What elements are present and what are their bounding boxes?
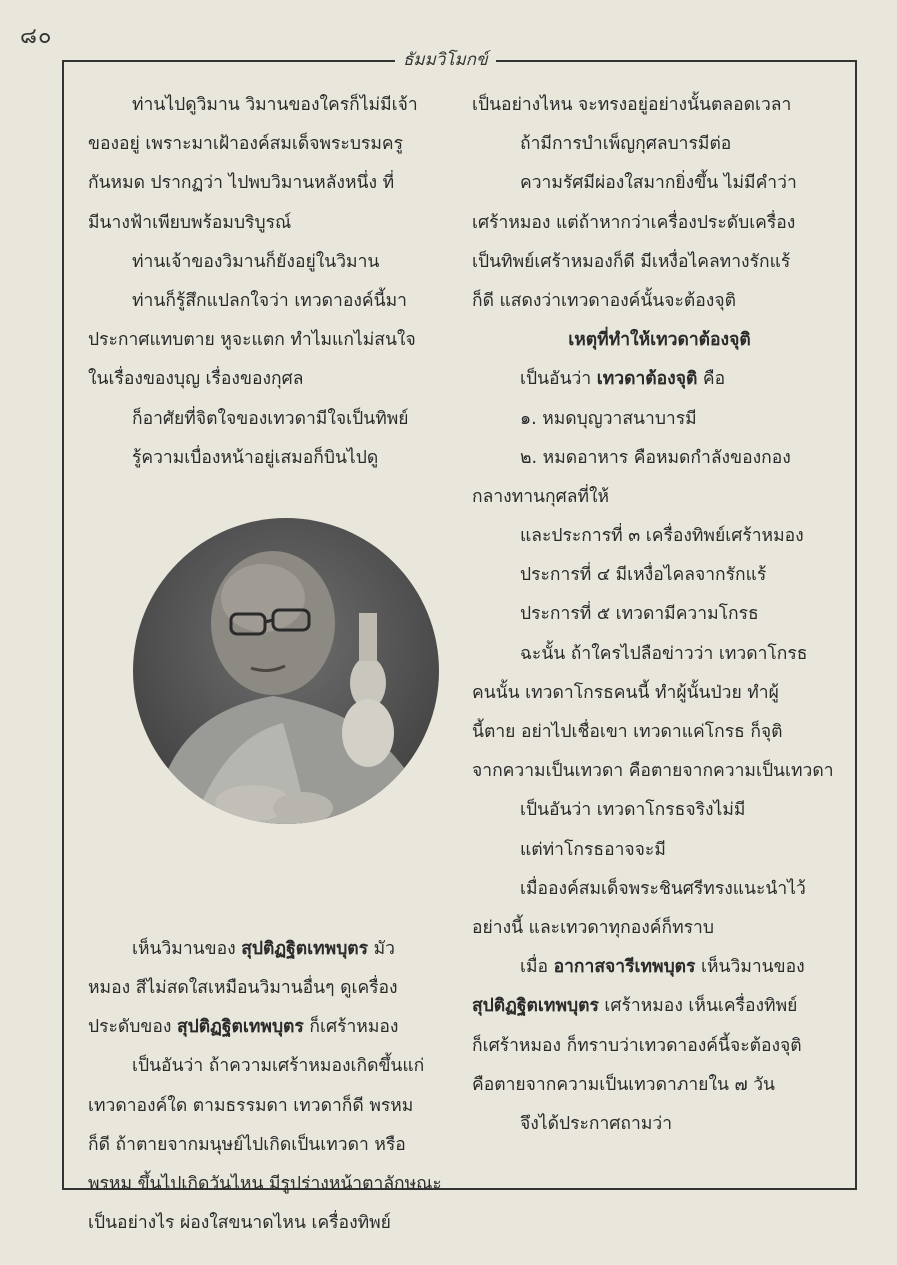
text-line: ของอยู่ เพราะมาเฝ้าองค์สมเด็จพระบรมครู (88, 134, 403, 155)
text-line: กันหมด ปรากฏว่า ไปพบวิมานหลังหนึ่ง ที่ (88, 173, 395, 194)
text-line: ฉะนั้น ถ้าใครไปลือข่าวว่า เทวดาโกรธ (520, 643, 808, 664)
text-line: ท่านเจ้าของวิมานก็ยังอยู่ในวิมาน (132, 251, 380, 272)
text-line: หมอง สีไม่สดใสเหมือนวิมานอื่นๆ ดูเครื่อง (88, 978, 398, 999)
text-line: กลางทานกุศลที่ให้ (472, 486, 610, 507)
text-line: ก็เศร้าหมอง ก็ทราบว่าเทวดาองค์นี้จะต้องจุติ (472, 1035, 802, 1056)
photo-gap (88, 478, 460, 930)
text-line: เป็นอย่างไร ผ่องใสขนาดไหน เครื่องทิพย์ (88, 1213, 391, 1234)
text-line: ก็ดี ถ้าตายจากมนุษย์ไปเกิดเป็นเทวดา หรือ (88, 1134, 406, 1155)
text-line: ก็ดี แสดงว่าเทวดาองค์นั้นจะต้องจุติ (472, 290, 736, 311)
list-item: ๑. หมดบุญวาสนาบารมี (520, 408, 697, 429)
name-bold: อากาสจารีเทพบุตร (553, 957, 696, 978)
text-line: เห็นวิมานของ สุปติฏฐิตเทพบุตร มัว (132, 938, 396, 959)
text-line: และประการที่ ๓ เครื่องทิพย์เศร้าหมอง (520, 526, 804, 547)
text-line: ก็อาศัยที่จิตใจของเทวดามีใจเป็นทิพย์ (132, 408, 409, 429)
text-line: เป็นอย่างไหน จะทรงอยู่อย่างนั้นตลอดเวลา (472, 95, 792, 115)
text-line: เป็นทิพย์เศร้าหมองก็ดี มีเหงื่อไคลทางรักแร้ (472, 251, 791, 272)
text-line: จึงได้ประกาศถามว่า (520, 1113, 673, 1134)
name-bold: สุปติฏฐิตเทพบุตร (241, 938, 369, 959)
right-column (472, 86, 847, 1144)
text-line: นี้ตาย อย่าไปเชื่อเขา เทวดาแค่โกรธ ก็จุติ (472, 722, 783, 742)
text-line: ในเรื่องของบุญ เรื่องของกุศล (88, 369, 304, 390)
text-line: เป็นอันว่า ถ้าความเศร้าหมองเกิดขึ้นแก่ (132, 1056, 425, 1077)
text-line: แต่ท่าโกรธอาจจะมี (520, 839, 666, 860)
text-line: ความรัศมีผ่องใสมากยิ่งขึ้น ไม่มีคำว่า (520, 173, 797, 194)
text-line: เมื่อ อากาสจารีเทพบุตร เห็นวิมานของ (520, 957, 805, 978)
text-line: ถ้ามีการบำเพ็ญกุศลบารมีต่อ (520, 134, 732, 155)
name-bold: สุปติฏฐิตเทพบุตร (472, 996, 599, 1017)
text-line: เทวดาองค์ใด ตามธรรมดา เทวดาก็ดี พรหม (88, 1095, 414, 1116)
text-line: ประการที่ ๔ มีเหงื่อไคลจากรักแร้ (520, 565, 767, 586)
text-line: พรหม ขึ้นไปเกิดวันไหน มีรูปร่างหน้าตาลักษณะ (88, 1174, 442, 1194)
text-line: ท่านก็รู้สึกแปลกใจว่า เทวดาองค์นี้มา (132, 290, 407, 311)
text-line: มีนางฟ้าเพียบพร้อมบริบูรณ์ (88, 212, 292, 233)
text-line: ประการที่ ๕ เทวดามีความโกรธ (520, 604, 759, 625)
text-line: สุปติฏฐิตเทพบุตร เศร้าหมอง เห็นเครื่องทิพย์ (472, 996, 798, 1017)
text-line: ประกาศแทบตาย หูจะแตก ทำไมแกไม่สนใจ (88, 330, 416, 351)
name-bold: สุปติฏฐิตเทพบุตร (176, 1017, 304, 1038)
text-line: เป็นอันว่า เทวดาต้องจุติ คือ (520, 369, 726, 390)
page-number: ๘๐ (20, 24, 53, 49)
section-heading: เหตุที่ทำให้เทวดาต้องจุติ (568, 330, 751, 351)
text-line: คนนั้น เทวดาโกรธคนนี้ ทำผู้นั้นป่วย ทำผู้ (472, 682, 779, 703)
text-line: ท่านไปดูวิมาน วิมานของใครก็ไม่มีเจ้า (132, 95, 418, 115)
text-line: รู้ความเบื่องหน้าอยู่เสมอก็บินไปดู (132, 447, 379, 468)
text-line: เศร้าหมอง แต่ถ้าหากว่าเครื่องประดับเครื่อง (472, 212, 796, 233)
text-line: เมื่อองค์สมเด็จพระชินศรีทรงแนะนำไว้ (520, 878, 806, 899)
running-head: ธัมมวิโมกข์ (395, 46, 496, 73)
text-line: อย่างนี้ และเทวดาทุกองค์ก็ทราบ (472, 917, 714, 938)
left-column (88, 86, 460, 1243)
text-line: เป็นอันว่า เทวดาโกรธจริงไม่มี (520, 800, 746, 821)
term-bold: เทวดาต้องจุติ (596, 369, 698, 390)
text-line: คือตายจากความเป็นเทวดาภายใน ๗ วัน (472, 1074, 776, 1095)
list-item: ๒. หมดอาหาร คือหมดกำลังของกอง (520, 447, 791, 468)
text-line: จากความเป็นเทวดา คือตายจากความเป็นเทวดา (472, 761, 834, 782)
text-line: ประดับของ สุปติฏฐิตเทพบุตร ก็เศร้าหมอง (88, 1017, 399, 1038)
